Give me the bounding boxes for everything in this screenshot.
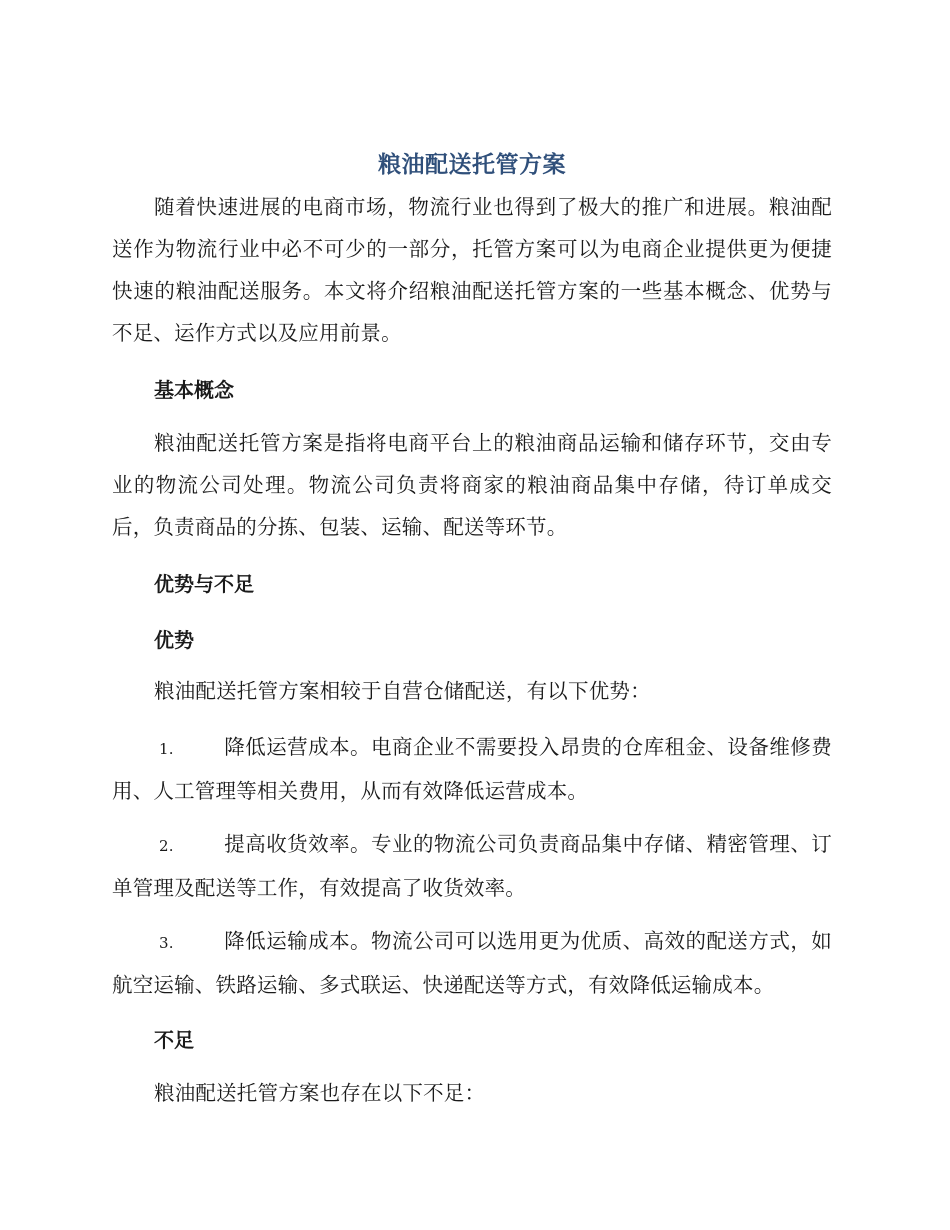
- list-item-text: 降低运输成本。物流公司可以选用更为优质、高效的配送方式，如航空运输、铁路运输、多式联运、快递配送等方式，有效降低运输成本。: [112, 929, 832, 997]
- list-item: [112, 726, 832, 812]
- intro-paragraph: 随着快速进展的电商市场，物流行业也得到了极大的推广和进展。粮油配送作为物流行业中必不可少的一部分，托管方案可以为电商企业提供更为便捷快速的粮油配送服务。本文将介绍粮油配送托管方案的一些基本概念、优势与不足、运作方式以及应用前景。: [112, 195, 832, 345]
- list-item-number: 3.: [159, 934, 174, 952]
- section-heading-pros: 优势: [154, 628, 194, 652]
- list-item: [112, 920, 832, 1006]
- list-item-number: 1.: [159, 740, 174, 758]
- document-title: 粮油配送托管方案: [378, 152, 566, 178]
- list-item-number: 2.: [159, 837, 174, 855]
- list-item-text: 提高收货效率。专业的物流公司负责商品集中存储、精密管理、订单管理及配送等工作，有效提高了收货效率。: [112, 832, 832, 900]
- section-heading-cons: 不足: [154, 1028, 194, 1052]
- concept-paragraph: 粮油配送托管方案是指将电商平台上的粮油商品运输和储存环节，交由专业的物流公司处理。物流公司负责将商家的粮油商品集中存储，待订单成交后，负责商品的分拣、包装、运输、配送等环节。: [112, 431, 832, 539]
- pros-intro-paragraph: 粮油配送托管方案相较于自营仓储配送，有以下优势：: [154, 679, 651, 703]
- cons-intro-paragraph: 粮油配送托管方案也存在以下不足：: [154, 1081, 486, 1105]
- section-heading-concept: 基本概念: [154, 378, 234, 402]
- section-heading-pros-cons: 优势与不足: [154, 572, 254, 596]
- list-item-text: 降低运营成本。电商企业不需要投入昂贵的仓库租金、设备维修费用、人工管理等相关费用，从而有效降低运营成本。: [112, 735, 832, 803]
- list-item: [112, 823, 832, 909]
